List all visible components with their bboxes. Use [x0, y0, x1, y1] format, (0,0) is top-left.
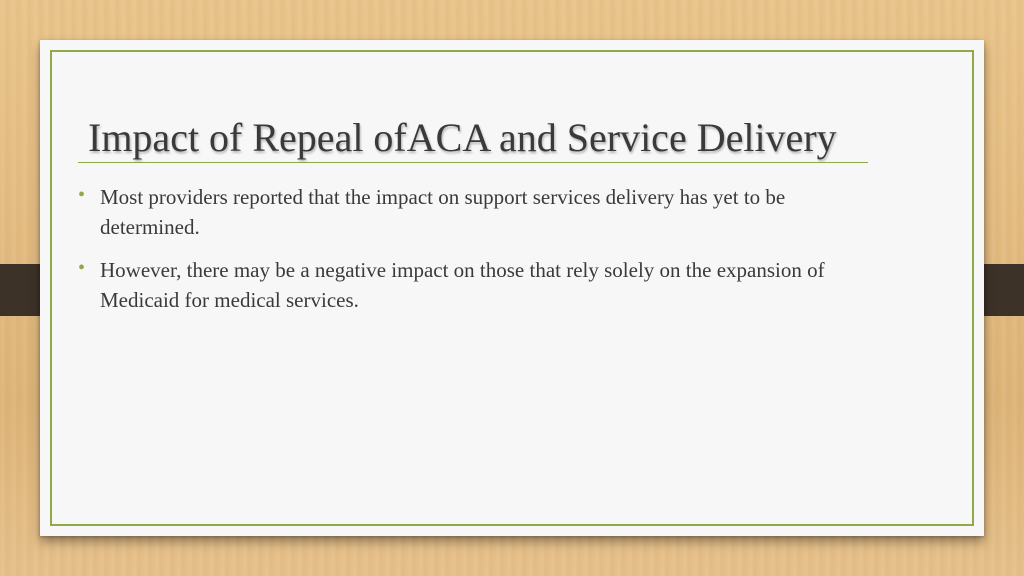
bullet-list [76, 182, 866, 328]
bullet-item [76, 182, 866, 242]
bullet-text: However, there may be a negative impact on those that rely solely on the expansion of Medicaid for medical services. [100, 258, 825, 312]
slide-title: Impact of Repeal ofACA and Service Delivery [88, 115, 837, 160]
bullet-dot-icon: • [78, 184, 86, 206]
title-divider [78, 162, 868, 163]
bullet-dot-icon: • [78, 257, 86, 279]
bullet-item [76, 255, 866, 315]
bullet-text: Most providers reported that the impact on support services delivery has yet to be determined. [100, 185, 786, 239]
